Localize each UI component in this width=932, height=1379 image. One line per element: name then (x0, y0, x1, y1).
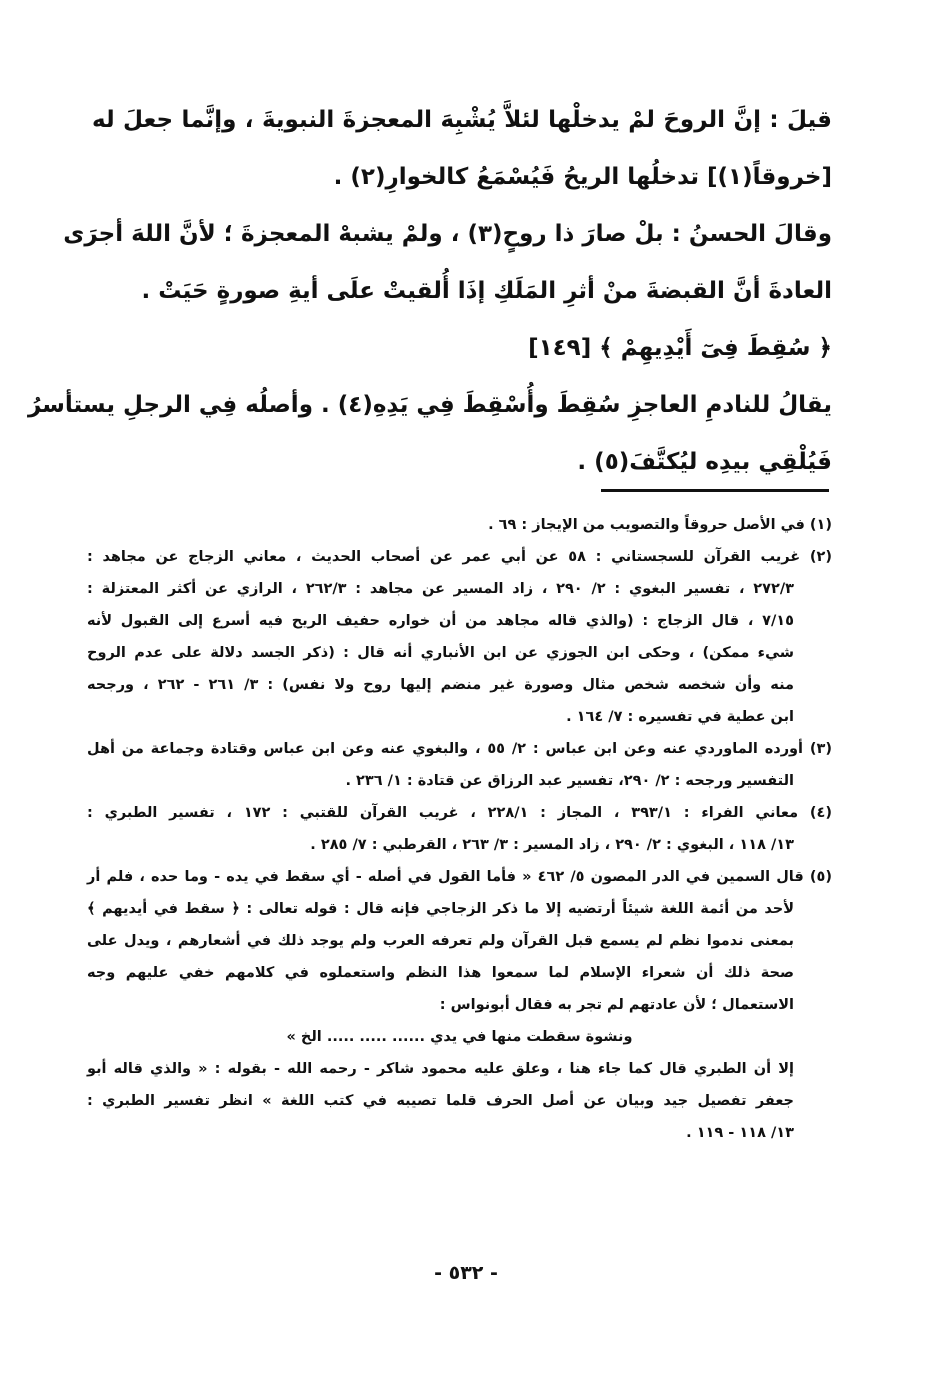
footnote-line: (٢) غريب القرآن للسجستاني : ٥٨ عن أبي عمر عن أصحاب الحديث ، معاني الزجاج عن مجاهد : (87, 549, 832, 565)
footnote-line: لأحد من أئمة اللغة شيئاً أرتضيه إلا ما ذكر الزجاجي فإنه قال : قوله تعالى : ﴿ سقط في أيديهم ﴾ (87, 901, 794, 917)
footnote-line: ٢٧٢/٣ ، تفسير البغوي : ٢/ ٢٩٠ ، زاد المسير عن مجاهد : ٢٦٢/٣ ، الرازي عن أكثر المعتزلة : (87, 581, 794, 597)
footnote-line: ٧/١٥ ، قال الزجاج : (والذي قاله مجاهد من أن خواره حفيف الريح فيه أسرع إلى القبول لأنه (87, 613, 794, 629)
page-number: - ٥٣٢ - (434, 1262, 498, 1284)
footnote-line: ١٣/ ١١٨ ، البغوي : ٢/ ٢٩٠ ، زاد المسير : ٣/ ٢٦٣ ، القرطبي : ٧/ ٢٨٥ . (310, 837, 794, 853)
footnote-line: شيء ممكن) ، وحكى ابن الجوزي عن ابن الأنباري أنه قال : (ذكر الجسد دلالة على عدم الروح (87, 645, 794, 661)
main-text-line: يقالُ للنادمِ العاجزِ سُقِطَ وأُسْقِطَ فِي يَدِهِ(٤) . وأصلُه فِي الرجلِ يستأسرُ (27, 392, 832, 418)
footnote-line: منه وأن شخصه شخص مثال وصورة غير منضم إليها روح ولا نفس) : ٣/ ٢٦١ - ٢٦٢ ، ورجحه (87, 677, 794, 693)
main-text-line: قيلَ : إنَّ الروحَ لمْ يدخلْها لئلاَّ يُشْبِهَ المعجزةَ النبويةَ ، وإنَّما جعلَ له (92, 107, 832, 133)
footnote-line: إلا أن الطبري قال كما جاء هنا ، وعلق عليه محمود شاكر - رحمه الله - بقوله : « والذي قاله أبو (87, 1061, 794, 1077)
main-text-line: فَيُلْقِي بيدِه ليُكتَّفَ(٥) . (577, 449, 832, 475)
poem-verse-line: ونشوة سقطت منها في يدي ...... ..... ..... الخ » (286, 1029, 633, 1045)
footnote-line: (٥) قال السمين في الدر المصون ٥/ ٤٦٢ « فأما القول في أصله - أي سقط في يده - وما حده ، فلم أر (87, 869, 832, 885)
footnotes-block (87, 509, 832, 1149)
footnote-line: (٣) أورده الماوردي عنه وعن ابن عباس : ٢/ ٥٥ ، والبغوي عنه وعن ابن عباس وقتادة وجماعة من أهل (87, 741, 832, 757)
footnote-line: (١) في الأصل حروقاً والتصويب من الإيجاز : ٦٩ . (488, 517, 832, 533)
quran-verse-heading: ﴿ سُقِطَ فِىٓ أَيْدِيهِمْ ﴾ [١٤٩] (528, 335, 832, 361)
footnote-line: (٤) معاني الفراء : ٣٩٣/١ ، المجاز : ٢٢٨/١ ، غريب القرآن للقتبي : ١٧٢ ، تفسير الطبري : (87, 805, 832, 821)
footnote-line: التفسير ورجحه : ٢/ ٢٩٠، تفسير عبد الرزاق عن قتادة : ١/ ٢٣٦ . (345, 773, 794, 789)
footnote-line: الاستعمال ؛ لأن عادتهم لم تجر به فقال أبونواس : (439, 997, 794, 1013)
footnote-separator (601, 489, 829, 492)
main-text-line: وقالَ الحسنُ : بلْ صارَ ذا روحٍ(٣) ، ولمْ يشبهْ المعجزةَ ؛ لأنَّ اللهَ أجرَى (63, 221, 832, 247)
footnote-line: بمعنى ندموا نظم لم يسمع قبل القرآن ولم تعرفه العرب ولم يوجد ذلك في أشعارهم ، ويدل على (87, 933, 794, 949)
footnote-line: جعفر تفصيل جيد وبيان عن أصل الحرف قلما تصيبه في كتب اللغة » انظر تفسير الطبري : (87, 1093, 794, 1109)
footnote-line: ابن عطية في تفسيره : ٧/ ١٦٤ . (566, 709, 794, 725)
main-text-line: العادةَ أنَّ القبضةَ منْ أثرِ المَلَكِ إذَا أُلقيتْ علَى أيةِ صورةٍ حَيَتْ . (141, 278, 832, 304)
footnote-line: صحة ذلك أن شعراء الإسلام لما سمعوا هذا النظم واستعملوه في كلامهم خفي عليهم وجه (87, 965, 794, 981)
main-text-block (27, 92, 832, 491)
main-text-line: [خروقاً(١)] تدخلُها الريحُ فَيُسْمَعُ كالخوارِ(٢) . (333, 164, 832, 190)
footnote-line: ١٣/ ١١٨ - ١١٩ . (686, 1125, 794, 1141)
